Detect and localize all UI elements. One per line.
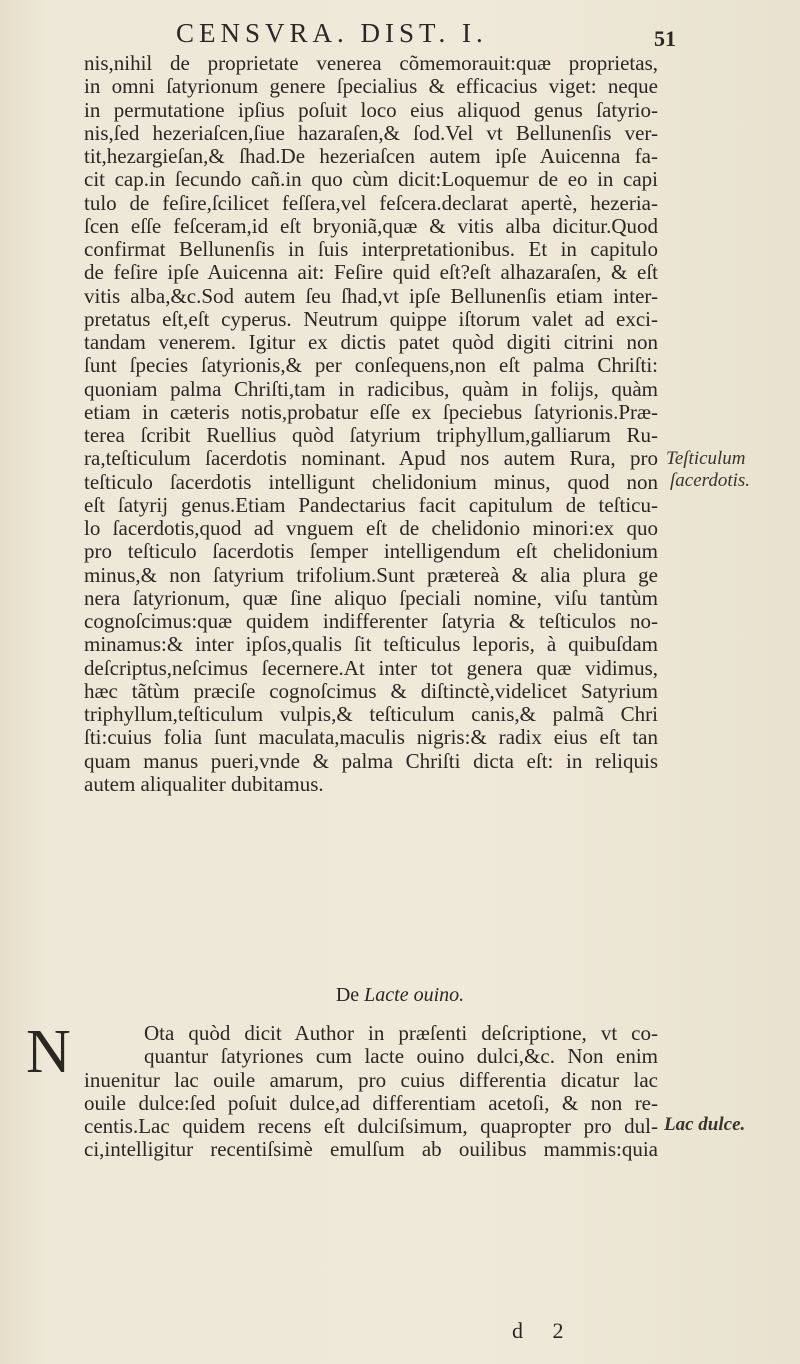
- text-line: tandam venerem. Igitur ex dictis patet quòd digiti citrini non: [84, 330, 658, 354]
- text-line: ra,teſticulum ſacerdotis nominant. Apud nos autem Rura, pro: [84, 446, 658, 471]
- text-line: ſcen eſſe feſceram,id eſt bryoniã,quæ & vitis alba dicitur.Quod: [84, 213, 658, 238]
- margin-note-sacerdotis: ſacerdotis.: [670, 470, 751, 491]
- text-line: deſcriptus,neſcimus ſecernere.At inter tot genera quæ vidimus,: [84, 655, 658, 680]
- section-text-block: [84, 1022, 658, 1162]
- page-number: 51: [654, 26, 676, 51]
- text-line: eſt ſatyrij genus.Etiam Pandectarius facit capitulum de teſticu-: [84, 492, 658, 517]
- text-line: pro teſticulo ſacerdotis ſemper intelligendum eſt chelidonium: [84, 539, 658, 564]
- text-line: centis.Lac quidem recens eſt dulciſsimum, quapropter pro dul-: [84, 1114, 658, 1138]
- text-line: minamus:& inter ipſos,qualis ſit teſticulus leporis, à quibuſdam: [84, 632, 658, 657]
- text-line: ouile dulce:ſed poſuit dulce,ad differentiam acetoſi, & non re-: [84, 1090, 658, 1115]
- text-line: tulo de feſire,ſcilicet feſſera,vel feſcera.declarat apertè, hezeria-: [84, 190, 658, 215]
- running-head: CENSVRA. DIST. I.: [176, 18, 488, 48]
- text-line: confirmat Bellunenſis in ſuis interpretationibus. Et in capitulo: [84, 237, 658, 261]
- text-line: in omni ſatyrionum genere ſpecialius & efficacius viget: neque: [84, 74, 658, 99]
- text-line: terea ſcribit Ruellius quòd ſatyrium triphyllum,galliarum Ru-: [84, 423, 658, 447]
- main-text-block: [84, 52, 658, 796]
- text-line: ci,intelligitur recentiſsimè emulſum ab ouilibus mammis:quia: [84, 1137, 658, 1162]
- text-line: pretatus eſt,eſt cyperus. Neutrum quippe iſtorum valet ad exci-: [84, 306, 658, 331]
- text-line: cit cap.in ſecundo cañ.in quo cùm dicit:Loquemur de eo in capi: [84, 167, 658, 192]
- text-line: lo ſacerdotis,quod ad vnguem eſt de chelidonio minori:ex quo: [84, 516, 658, 540]
- drop-capital: N: [26, 1018, 71, 1086]
- text-line: ſti:cuius folia ſunt maculata,maculis nigris:& radix eius eſt tan: [84, 725, 658, 750]
- margin-note-lac-dulce: Lac dulce.: [664, 1114, 746, 1135]
- text-line: quam manus pueri,vnde & palma Chriſti dicta eſt: in reliquis: [84, 748, 658, 773]
- text-line: minus,& non ſatyrium trifolium.Sunt prætereà & alia plura ge: [84, 562, 658, 587]
- text-line: cognoſcimus:quæ quidem indifferenter ſatyria & teſticulos no-: [84, 609, 658, 633]
- text-line: tit,hezargieſan,& ſhad.De hezeriaſcen autem ipſe Auicenna fa-: [84, 144, 658, 168]
- text-line: teſticulo ſacerdotis intelligunt chelidonium minus, quod non: [84, 469, 658, 494]
- section-heading-title: Lacte ouino.: [364, 984, 465, 1006]
- text-line: quoniam palma Chriſti,tam in radicibus, quàm in folijs, quàm: [84, 376, 658, 401]
- text-line: hæc tãtùm præciſe cognoſcimus & diſtinctè,videlicet Satyrium: [84, 678, 658, 703]
- margin-note-testiculum: Teſticulum: [666, 448, 746, 469]
- text-line: nis,nihil de proprietate venerea cõmemorauit:quæ proprietas,: [84, 51, 658, 75]
- text-line: ſunt ſpecies ſatyrionis,& per conſequens,non eſt palma Chriſti:: [84, 353, 658, 378]
- text-line: nis,ſed hezeriaſcen,ſiue hazaraſen,& ſod.Vel vt Bellunenſis ver-: [84, 120, 658, 145]
- text-line: in permutatione ipſius poſuit loco eius aliquod genus ſatyrio-: [84, 97, 658, 122]
- text-line: quantur ſatyriones cum lacte ouino dulci,&c. Non enim: [144, 1044, 658, 1069]
- text-line: de feſire ipſe Auicenna ait: Feſire quid eſt?eſt alhazaraſen, & eſt: [84, 260, 658, 285]
- section-heading-prefix: De: [335, 984, 365, 1006]
- text-line: Ota quòd dicit Author in præſenti deſcriptione, vt co-: [144, 1021, 658, 1045]
- section-heading: [0, 984, 800, 1007]
- text-line: autem aliqualiter dubitamus.: [84, 771, 324, 796]
- text-line: nera ſatyrionum, quæ ſine aliquo ſpeciali nomine, viſu tantùm: [84, 585, 658, 610]
- text-line: inuenitur lac ouile amarum, pro cuius differentia dicatur lac: [84, 1067, 658, 1092]
- text-line: triphyllum,teſticulum vulpis,& teſticulum canis,& palmã Chri: [84, 702, 658, 726]
- text-line: vitis alba,&c.Sod autem ſeu ſhad,vt ipſe Bellunenſis etiam inter-: [84, 283, 658, 308]
- text-line: etiam in cæteris notis,probatur eſſe ex ſpeciebus ſatyrionis.Præ-: [84, 399, 658, 424]
- signature-mark: d 2: [512, 1318, 576, 1343]
